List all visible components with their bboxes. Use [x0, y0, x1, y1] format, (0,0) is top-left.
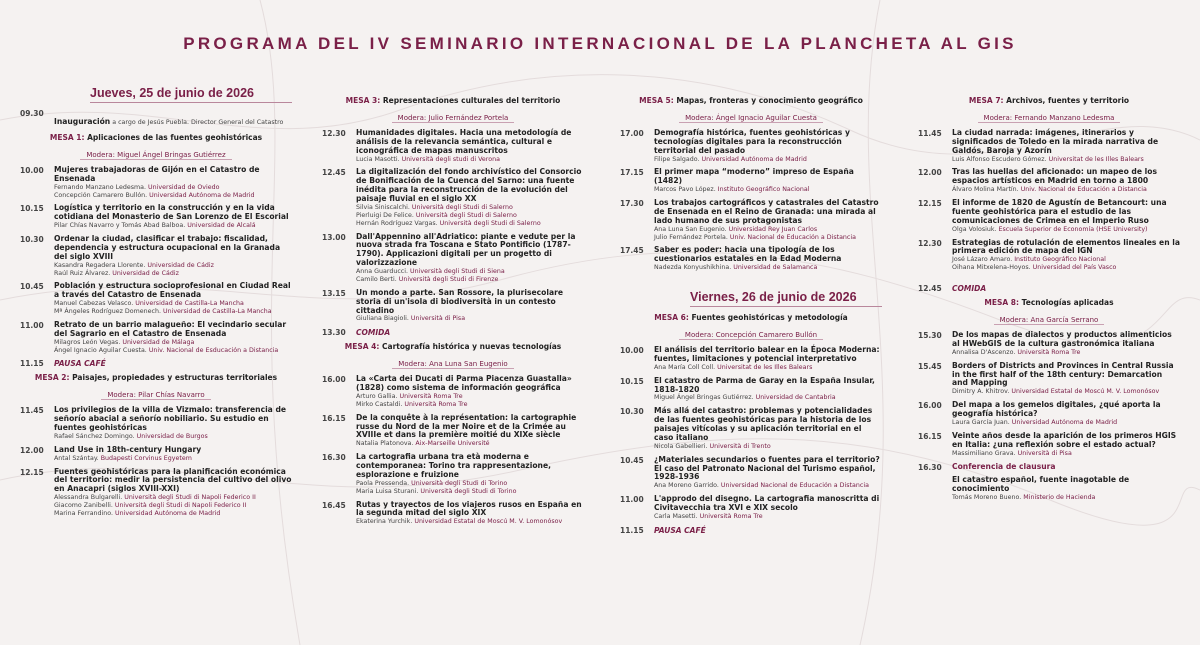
time: 11.45	[20, 406, 44, 416]
talk-entry	[322, 129, 584, 163]
author-name: Raúl Ruiz Álvarez.	[54, 269, 111, 277]
time: 16.00	[918, 401, 942, 411]
closing-title: El catastro español, fuente inagotable de conocimiento	[952, 475, 1130, 494]
author-name: Julio Fernández Portela.	[654, 233, 728, 241]
author-line	[356, 276, 584, 284]
coffee-break	[620, 526, 882, 535]
talk-entry	[620, 346, 882, 372]
affiliation: Universidad de Salamanca	[731, 264, 818, 272]
affiliation: Università degli Studi di Napoli Federico II	[122, 494, 256, 502]
talk-title: De los mapas de dialectos y productos alimenticios al HWebGIS de la cultura gastronómica italiana	[952, 330, 1172, 348]
affiliation: Escuela Superior de Economía (HSE University)	[996, 225, 1148, 233]
mesa-header	[620, 313, 882, 341]
author-name: Milagros León Vegas.	[54, 338, 121, 346]
author-name: Mª Ángeles Rodríguez Domenech.	[54, 308, 161, 316]
coffee-break	[20, 359, 292, 368]
author-name: Silvia Siniscalchi.	[356, 203, 410, 211]
author-line	[356, 440, 584, 448]
author-line	[356, 212, 584, 220]
mesa-name: Paisajes, propiedades y estructuras territoriales	[72, 373, 278, 383]
mesa-name: Mapas, fronteras y conocimiento geográfico	[676, 96, 863, 105]
mesa-label: MESA 6:	[654, 313, 689, 323]
time: 16.30	[322, 453, 346, 463]
talk-title: Logística y territorio en la construcción y en la vida cotidiana del Monasterio de San Lorenzo de El Escorial	[54, 203, 289, 222]
author-line	[54, 510, 292, 518]
affiliation: Università degli Studi di Torino	[409, 479, 508, 487]
affiliation: Universidad de Málaga	[120, 338, 195, 346]
time: 15.45	[918, 361, 942, 371]
author-name: Marina Ferrandino.	[54, 509, 114, 517]
author-line	[54, 270, 292, 278]
affiliation: Università degli studi di Verona	[399, 155, 500, 163]
time: 17.30	[620, 199, 644, 209]
break-label: PAUSA CAFÉ	[654, 525, 706, 535]
author-name: Giuliana Biagioli.	[356, 315, 409, 323]
talk-title: Rutas y trayectos de los viajeros rusos en España en la segunda mitad del siglo XIX	[356, 499, 582, 518]
talk-entry	[918, 239, 1180, 272]
talk-title: Demografía histórica, fuentes geohistóricas y tecnologías digitales para la reconstrucción territorial del pasado	[654, 128, 850, 155]
time: 10.30	[20, 235, 44, 245]
author-name: Olga Volosiuk.	[952, 225, 997, 233]
talk-title: ¿Materiales secundarios o fuentes para el territorio? El caso del Patronato Nacional del Turismo español, 1928-1936	[654, 454, 880, 482]
talk-entry	[322, 375, 584, 408]
mesa-label: MESA 8:	[984, 298, 1020, 308]
talk-title: Población y estructura socioprofesional en Ciudad Real a través del Catastro de Ensenada	[54, 281, 291, 300]
talk-entry	[620, 377, 882, 403]
author-line	[654, 264, 882, 272]
author-line	[356, 315, 584, 323]
author-name: Concepción Camarero Bullón.	[54, 191, 148, 199]
affiliation: Università Roma Tre	[1015, 348, 1081, 356]
author-name: Kasandra Regadera Llorente.	[54, 261, 146, 269]
author-name: Oihana Mitxelena-Hoyos.	[952, 264, 1031, 272]
author-line	[356, 268, 584, 276]
affiliation: Università degli Studi di Napoli Federico II	[112, 502, 247, 510]
author-name: Annalisa D'Ascenzo.	[952, 348, 1016, 356]
author-name: Miguel Ángel Bringas Gutiérrez.	[654, 394, 754, 402]
author-name: Pierluigi De Felice.	[356, 211, 414, 219]
author-line	[952, 450, 1180, 458]
affiliation: Universidad de Oviedo	[146, 183, 220, 191]
author-name: Manuel Cabezas Velasco.	[54, 300, 134, 308]
author-line	[952, 349, 1180, 357]
author-line	[356, 401, 584, 409]
author-line	[654, 226, 882, 234]
talk-entry	[322, 289, 584, 323]
time: 11.15	[20, 359, 44, 369]
talk-entry	[322, 168, 584, 227]
moderator: Modera: Ana Luna San Eugenio	[392, 360, 513, 369]
talk-entry	[620, 246, 882, 272]
author-line	[952, 156, 1180, 164]
talk-title: Retrato de un barrio malagueño: El vecindario secular del Sagrario en el Catastro de Ensenada	[54, 319, 287, 338]
affiliation: Università Roma Tre	[697, 512, 763, 520]
author-line	[356, 393, 584, 401]
affiliation: Universidad Autónoma de Madrid	[699, 155, 807, 163]
time: 15.30	[918, 331, 942, 341]
author-line	[356, 488, 584, 496]
author-line	[654, 513, 882, 521]
mesa-name: Cartografía histórica y nuevas tecnologías	[382, 342, 562, 352]
time: 10.15	[20, 204, 44, 214]
author-line	[54, 222, 292, 230]
author-name: Antal Szántay.	[54, 454, 99, 462]
author-line	[54, 502, 292, 510]
time: 10.00	[620, 346, 644, 356]
author-line	[654, 364, 882, 372]
moderator: Modera: Ana García Serrano	[994, 316, 1105, 325]
affiliation: Università degli Studi di Siena	[408, 268, 505, 276]
affiliation: Università di Pisa	[408, 315, 466, 323]
talk-entry	[918, 432, 1180, 458]
author-name: Ángel Ignacio Aguilar Cuesta.	[54, 346, 147, 354]
author-name: Álvaro Molina Martín.	[952, 186, 1019, 194]
talk-entry	[918, 331, 1180, 357]
author-name: Ana Luna San Eugenio.	[654, 225, 727, 233]
mesa-header	[20, 373, 292, 401]
affiliation: Universidad de Castilla-La Mancha	[160, 308, 272, 316]
time: 12.30	[918, 238, 942, 248]
author-name: Filipe Salgado.	[654, 155, 700, 163]
column-thursday-morning	[20, 86, 292, 523]
author-name: Giacomo Zanibelli.	[54, 502, 113, 510]
mesa-name: Representaciones culturales del territorio	[382, 96, 561, 105]
time: 16.30	[918, 463, 942, 473]
author-name: Ana Moreno Garrido.	[654, 482, 719, 490]
affiliation: Aix-Marseille Université	[413, 440, 490, 448]
affiliation: Universidad de Burgos	[134, 432, 208, 440]
author-line	[54, 184, 292, 192]
author-line	[654, 482, 882, 490]
talk-entry	[620, 407, 882, 450]
affiliation: Universidad de Castilla-La Mancha	[133, 300, 244, 308]
talk-entry	[620, 168, 882, 194]
time: 09.30	[20, 109, 44, 118]
talk-entry	[20, 204, 292, 230]
talk-entry	[20, 166, 292, 199]
affiliation: Università degli Studi di Salerno	[413, 211, 517, 219]
talk-title: La digitalización del fondo archivístico del Consorcio de Bonificación de la Cuenca del Sarno: una fuente inédita para la reconstrucción de la evolución del paisaje fluvial en el siglo XX	[356, 167, 582, 204]
time: 12.45	[322, 168, 346, 178]
column-thursday-evening-friday	[620, 92, 882, 540]
time: 13.00	[322, 232, 346, 242]
mesa-header	[620, 96, 882, 124]
author-name: Marcos Pavo López.	[654, 186, 716, 194]
time: 11.00	[620, 495, 644, 505]
author-name: Lucia Masotti.	[356, 155, 400, 163]
time: 16.15	[918, 431, 942, 441]
talk-entry	[322, 233, 584, 284]
talk-title: Más allá del catastro: problemas y potencialidades de las fuentes geohistóricas para la historia de los paisajes vitícolas y su aplicación territorial en el caso italiano	[654, 406, 873, 442]
affiliation: Universidad de Cádiz	[110, 269, 179, 277]
day-heading: Viernes, 26 de junio de 2026	[690, 290, 882, 307]
author-line	[654, 186, 882, 194]
talk-title: Los privilegios de la villa de Vizmalo: transferencia de señorío abacial a señorío nobiliario. Su estudio en fuentes geohistóricas	[54, 405, 287, 433]
time: 10.00	[20, 166, 44, 175]
talk-title: El catastro de Parma de Garay en la España Insular, 1818-1820	[654, 375, 875, 394]
affiliation: Budapesti Corvinus Egyetem	[98, 454, 192, 462]
opening-entry	[20, 109, 292, 128]
author-line	[654, 394, 882, 402]
time: 13.15	[322, 288, 346, 298]
author-line	[54, 494, 292, 502]
affiliation: Universidad Nacional de Educación a Distancia	[718, 482, 869, 490]
time: 12.45	[918, 284, 942, 294]
mesa-name: Aplicaciones de las fuentes geohistóricas	[87, 133, 263, 142]
author-name: Anna Guarducci.	[356, 268, 409, 276]
talk-title: Estrategias de rotulación de elementos lineales en la primera edición de mapa del IGN	[952, 237, 1180, 256]
time: 12.30	[322, 129, 346, 138]
author-line	[952, 256, 1180, 264]
lunch-break	[918, 284, 1180, 293]
affiliation: Ministerio de Hacienda	[1021, 493, 1096, 501]
affiliation: Università degli Studi di Salerno	[437, 219, 541, 227]
time: 17.15	[620, 168, 644, 178]
author-name: Nicola Gabellieri.	[654, 442, 708, 450]
author-line	[952, 186, 1180, 194]
time: 10.45	[620, 455, 644, 465]
affiliation: Università Roma Tre	[402, 400, 468, 408]
time: 11.00	[20, 320, 44, 330]
time: 12.15	[20, 467, 44, 477]
affiliation: Universidad Autónoma de Madrid	[147, 191, 255, 199]
moderator: Modera: Concepción Camarero Bullón	[679, 331, 823, 340]
talk-entry	[620, 199, 882, 241]
mesa-name: Archivos, fuentes y territorio	[1006, 96, 1130, 105]
lunch-break	[322, 328, 584, 337]
mesa-label: MESA 4:	[344, 342, 380, 352]
affiliation: Università di Trento	[707, 442, 771, 450]
break-label: COMIDA	[356, 328, 391, 338]
author-line	[54, 433, 292, 441]
author-line	[356, 518, 584, 526]
talk-title: Tras las huellas del aficionado: un mapeo de los espacios artísticos en Madrid en torno a 1800	[952, 167, 1158, 186]
author-line	[356, 480, 584, 488]
talk-title: Veinte años desde la aparición de los primeros HGIS en Italia: ¿una reflexión sobre el estado actual?	[952, 430, 1177, 449]
affiliation: Universidad de Alcalá	[185, 222, 256, 230]
author-line	[654, 234, 882, 242]
mesa-label: MESA 7:	[968, 96, 1004, 105]
moderator: Modera: Pilar Chías Navarro	[101, 391, 210, 400]
moderator: Modera: Julio Fernández Portela	[392, 114, 515, 123]
author-name: Mirko Castaldi.	[356, 400, 403, 408]
moderator: Modera: Ángel Ignacio Aguilar Cuesta	[679, 114, 823, 123]
author-name: Luis Alfonso Escudero Gómez.	[952, 155, 1047, 163]
affiliation: Instituto Geográfico Nacional	[1012, 256, 1106, 264]
talk-entry	[20, 468, 292, 518]
talk-title: Land Use in 18th-century Hungary	[54, 444, 202, 454]
time: 10.15	[620, 376, 644, 386]
mesa-label: MESA 2:	[34, 373, 70, 383]
author-name: Camilo Berti.	[356, 275, 397, 283]
mesa-header	[20, 133, 292, 161]
mesa-header	[322, 342, 584, 370]
page-title: PROGRAMA DEL IV SEMINARIO INTERNACIONAL DE LA PLANCHETA AL GIS	[183, 34, 1017, 53]
author-line	[54, 339, 292, 347]
time: 12.00	[20, 445, 44, 455]
author-line	[952, 226, 1180, 234]
time: 12.15	[918, 199, 942, 209]
closing-label: Conferencia de clausura	[952, 462, 1056, 472]
talk-entry	[918, 362, 1180, 396]
talk-entry	[918, 129, 1180, 163]
author-name: Laura García Juan.	[952, 418, 1010, 426]
author-name: Carla Masetti.	[654, 512, 698, 520]
author-name: Paola Pressenda.	[356, 479, 410, 487]
talk-title: La ciudad narrada: imágenes, itinerarios y significados de Toledo en la mirada narrativa de Galdós, Baroja y Azorín	[952, 128, 1159, 155]
author-line	[654, 156, 882, 164]
affiliation: Univ. Nacional de Esducación a Distancia	[146, 346, 279, 354]
affiliation: Università Roma Tre	[397, 393, 463, 401]
author-line	[54, 300, 292, 308]
mesa-header	[918, 298, 1180, 326]
author-name: Massimiliano Grava.	[952, 449, 1016, 457]
author-line	[54, 308, 292, 316]
mesa-label: MESA 3:	[345, 96, 381, 105]
affiliation: Univ. Nacional de Educación a Distancia	[1018, 186, 1147, 194]
talk-title: La cartografia urbana tra età moderna e contemporanea: Torino tra rappresentazione, esplorazione e fruizione	[356, 452, 551, 479]
talk-title: El análisis del territorio balear en la Época Moderna: fuentes, limitaciones y potencial interpretativo	[654, 345, 880, 363]
author-name: Tomás Moreno Bueno.	[952, 493, 1022, 501]
author-name: Ana María Coll Coll.	[654, 363, 716, 371]
author-line	[356, 220, 584, 228]
break-label: PAUSA CAFÉ	[54, 359, 106, 369]
talk-title: La «Carta dei Ducati di Parma Piacenza Guastalla» (1828) como sistema de información geográfica	[356, 374, 572, 393]
time: 11.15	[620, 525, 644, 535]
time: 17.45	[620, 246, 644, 256]
talk-title: Un mondo a parte. San Rossore, la plurisecolare storia di un'isola di biodiversità in un contesto cittadino	[356, 287, 563, 315]
author-name: Alessandra Bulgarelli.	[54, 494, 123, 502]
affiliation: Universitat de les Illes Balears	[715, 363, 813, 371]
author-line	[54, 347, 292, 355]
affiliation: Universidad Autónoma de Madrid	[1009, 418, 1118, 426]
affiliation: Universidad del País Vasco	[1030, 264, 1117, 272]
author-name: Maria Luisa Sturani.	[356, 487, 419, 495]
talk-title: El informe de 1820 de Agustín de Betancourt: una fuente geohistórica para el estudio de las comunicaciones de Crimea en el Imperio Ruso	[952, 198, 1167, 225]
affiliation: Università degli Studi di Firenze	[396, 275, 499, 283]
time: 17.00	[620, 129, 644, 138]
talk-entry	[20, 282, 292, 315]
mesa-label: MESA 1:	[49, 133, 85, 142]
affiliation: Univ. Nacional de Educación a Distancia	[727, 233, 856, 241]
affiliation: Universidad de Cádiz	[145, 261, 214, 269]
author-name: Dimitry A. Khitrov.	[952, 388, 1010, 396]
time: 12.00	[918, 168, 942, 178]
talk-title: L'approdo del disegno. La cartografia manoscritta di Civitavecchia tra XVI e XIX secolo	[654, 494, 880, 512]
author-line	[952, 388, 1180, 396]
author-line	[356, 204, 584, 212]
affiliation: Instituto Geográfico Nacional	[715, 186, 810, 194]
talk-entry	[918, 199, 1180, 233]
author-name: José Lázaro Amaro.	[952, 256, 1013, 264]
talk-entry	[20, 321, 292, 354]
affiliation: Universidad Rey Juan Carlos	[726, 225, 818, 233]
talk-entry	[620, 456, 882, 490]
author-name: Rafael Sánchez Domingo.	[54, 432, 135, 440]
talk-entry	[20, 406, 292, 440]
author-line	[356, 156, 584, 164]
talk-title: Humanidades digitales. Hacia una metodología de análisis de la relevancia semántica, cultural e iconográfica de mapas manuscritos	[356, 128, 572, 155]
affiliation: Universidad de Cantabria	[753, 394, 836, 402]
author-name: Pilar Chías Navarro y Tomás Abad Balboa.	[54, 222, 186, 230]
author-name: Natalia Platonova.	[356, 440, 414, 448]
talk-title: Los trabajos cartográficos y catastrales del Catastro de Ensenada en el Reino de Granada: una mirada al lado humano de sus protagonistas	[654, 198, 879, 225]
talk-entry	[322, 501, 584, 527]
author-line	[952, 419, 1180, 427]
opening-title: Inauguración	[54, 117, 111, 126]
talk-entry	[322, 453, 584, 495]
mesa-label: MESA 5:	[639, 96, 674, 105]
talk-title: Fuentes geohistóricas para la planificación económica del territorio: medir la persistencia del cultivo del olivo en Anacapri (siglos XVIII-XXI)	[54, 466, 292, 494]
affiliation: Universitat de les Illes Balears	[1046, 155, 1144, 163]
talk-entry	[620, 495, 882, 521]
author-name: Arturo Gallia.	[356, 393, 398, 401]
author-line	[54, 262, 292, 270]
author-line	[54, 192, 292, 200]
affiliation: Universidad Estatal de Moscú M. V. Lomonósov	[1009, 388, 1160, 396]
affiliation: Università degli Studi di Torino	[418, 487, 517, 495]
author-name: Fernando Manzano Ledesma.	[54, 183, 147, 191]
affiliation: Università degli Studi di Salerno	[409, 203, 513, 211]
affiliation: Universidad Autónoma de Madrid	[113, 509, 221, 517]
time: 16.00	[322, 375, 346, 385]
author-line	[54, 455, 292, 463]
talk-entry	[20, 446, 292, 463]
talk-title: El primer mapa “moderno” impreso de España (1482)	[654, 167, 854, 186]
talk-entry	[918, 168, 1180, 194]
author-name: Nadezda Konyushikhina.	[654, 264, 732, 272]
mesa-name: Tecnologías aplicadas	[1021, 298, 1114, 308]
closing-entry	[918, 463, 1180, 501]
mesa-header	[322, 96, 584, 124]
affiliation: Università di Pisa	[1015, 449, 1072, 457]
author-line	[952, 264, 1180, 272]
moderator: Modera: Miguel Ángel Bringas Gutiérrez	[80, 151, 231, 160]
talk-entry	[322, 414, 584, 448]
affiliation: Universidad Estatal de Moscú M. V. Lomonósov	[412, 518, 563, 526]
talk-title: Mujeres trabajadoras de Gijón en el Catastro de Ensenada	[54, 165, 260, 183]
talk-title: De la conquête à la représentation: la cartographie russe du Nord de la mer Noire et de la Crimée au XVIIIe et dans la première moitié du XIXe siècle	[356, 412, 577, 440]
author-name: Hernán Rodríguez Vargas.	[356, 219, 438, 227]
author-name: Ekaterina Yurchik.	[356, 518, 413, 526]
talk-entry	[20, 235, 292, 277]
column-thursday-midday	[322, 92, 584, 531]
time: 10.45	[20, 282, 44, 292]
mesa-header	[918, 96, 1180, 124]
talk-title: Saber es poder: hacia una tipología de los cuestionarios estatales en la Edad Moderna	[654, 245, 842, 264]
time: 16.45	[322, 500, 346, 510]
time: 16.15	[322, 413, 346, 423]
talk-title: Del mapa a los gemelos digitales, ¿qué aporta la geografía histórica?	[952, 400, 1161, 419]
talk-title: Ordenar la ciudad, clasificar el trabajo: fiscalidad, dependencia y estructura ocupacional en la Granada del siglo XVIII	[54, 234, 281, 261]
moderator: Modera: Fernando Manzano Ledesma	[978, 114, 1121, 123]
column-friday	[918, 92, 1180, 507]
time: 10.30	[620, 407, 644, 417]
talk-title: Dall'Appennino all'Adriatico: piante e vedute per la nuova strada fra Toscana e Stato Pontificio (1787-1790). Applicazioni digitali per un progetto di valorizzazione	[356, 231, 576, 268]
time: 11.45	[918, 129, 942, 138]
talk-entry	[620, 129, 882, 163]
break-label: COMIDA	[952, 284, 987, 294]
mesa-name: Fuentes geohistóricas y metodología	[691, 313, 848, 323]
day-heading: Jueves, 25 de junio de 2026	[90, 86, 292, 103]
talk-title: Borders of Districts and Provinces in Central Russia in the first half of the 18th century: Demarcation and Mapping	[952, 360, 1174, 388]
talk-entry	[918, 401, 1180, 427]
opening-desc: a cargo de Jesús Puebla. Director General del Catastro	[110, 119, 284, 126]
time: 13.30	[322, 328, 346, 338]
author-line	[654, 443, 882, 451]
